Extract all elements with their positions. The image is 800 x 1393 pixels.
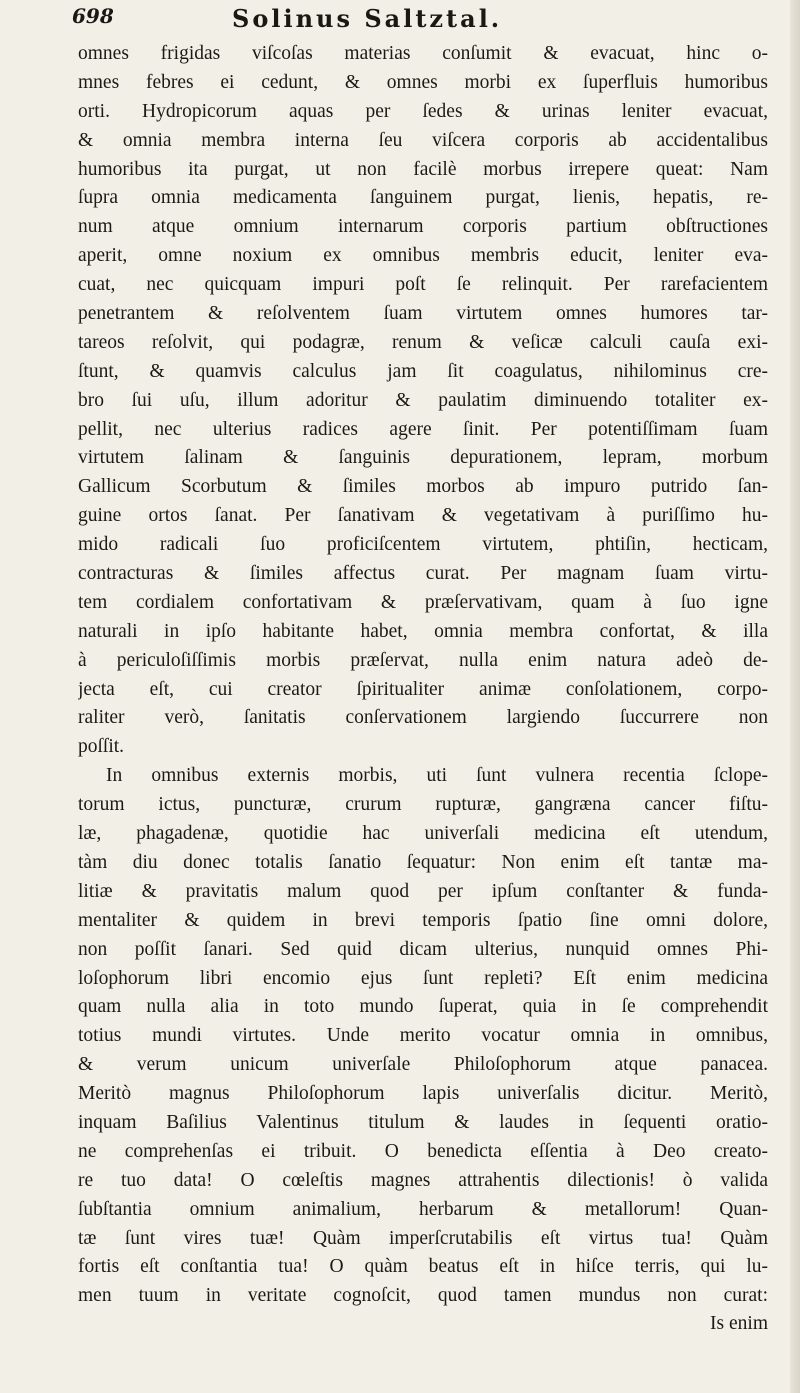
text-line: & verum unicum univerſale Philoſophorum atque panacea.: [78, 1054, 768, 1076]
running-title: Solinus Saltztal.: [232, 4, 503, 33]
text-line: ſupra omnia medicamenta ſanguinem purgat, lienis, hepatis, re-: [78, 187, 768, 209]
text-line: ne comprehenſas ei tribuit. O benedicta eſſentia à Deo creato-: [78, 1140, 768, 1162]
paragraph-1: [78, 40, 768, 762]
text-line: virtutem ſalinam & ſanguinis depurationem, lepram, morbum: [78, 447, 768, 469]
text-line: Meritò magnus Philoſophorum lapis univerſalis dicitur. Meritò,: [78, 1083, 768, 1105]
text-line: omnes frigidas viſcoſas materias conſumit & evacuat, hinc o-: [78, 43, 768, 64]
text-line: inquam Baſilius Valentinus titulum & laudes in ſequenti oratio-: [78, 1111, 768, 1133]
text-line: re tuo data! O cœleſtis magnes attrahentis dilectionis! ò valida: [78, 1169, 768, 1191]
text-line: poſſit.: [78, 736, 125, 758]
catchword-row: [78, 1313, 768, 1343]
text-line: aperit, omne noxium ex omnibus membris educit, leniter eva-: [78, 245, 768, 267]
text-line: non poſſit ſanari. Sed quid dicam ulterius, nunquid omnes Phi-: [78, 938, 768, 960]
text-line: tàm diu donec totalis ſanatio ſequatur: Non enim eſt tantæ ma-: [78, 851, 768, 873]
text-line: penetrantem & reſolventem ſuam virtutem omnes humores tar-: [78, 303, 768, 325]
text-line: guine ortos ſanat. Per ſanativam & vegetativam à puriſſimo hu-: [78, 505, 768, 527]
text-line: ſtunt, & quamvis calculus jam ſit coagulatus, nihilominus cre-: [78, 360, 768, 382]
text-line: tæ ſunt vires tuæ! Quàm imperſcrutabilis eſt virtus tua! Quàm: [78, 1227, 768, 1249]
text-line: In omnibus externis morbis, uti ſunt vulnera recentia ſclope-: [106, 765, 768, 787]
text-line: jecta eſt, cui creator ſpiritualiter animæ conſolationem, corpo-: [78, 678, 768, 700]
text-line: mido radicali ſuo proficiſcentem virtutem, phtiſin, hecticam,: [78, 534, 768, 556]
text-line: cuat, nec quicquam impuri poſt ſe relinquit. Per rarefacientem: [78, 274, 768, 296]
text-line: torum ictus, puncturæ, crurum rupturæ, gangræna cancer fiſtu-: [78, 794, 768, 816]
paragraph-2: [78, 762, 768, 1311]
text-line: pellit, nec ulterius radices agere ſinit. Per potentiſſimam ſuam: [78, 418, 768, 440]
text-line: læ, phagadenæ, quotidie hac univerſali medicina eſt utendum,: [78, 823, 768, 845]
text-line: mentaliter & quidem in brevi temporis ſpatio ſine omni dolore,: [78, 909, 768, 931]
text-line: ſubſtantia omnium animalium, herbarum & metallorum! Quan-: [78, 1198, 768, 1220]
page-header: [70, 4, 760, 36]
text-line: naturali in ipſo habitante habet, omnia membra confortat, & illa: [78, 620, 768, 642]
text-line: litiæ & pravitatis malum quod per ipſum conſtanter & funda-: [78, 880, 768, 902]
text-line: & omnia membra interna ſeu viſcera corporis ab accidentalibus: [78, 129, 768, 151]
text-line: loſophorum libri encomio ejus ſunt repleti? Eſt enim medicina: [78, 967, 768, 989]
text-line: men tuum in veritate cognoſcit, quod tamen mundus non curat:: [78, 1285, 768, 1307]
body-text: [78, 40, 768, 1311]
text-line: mnes febres ei cedunt, & omnes morbi ex ſuperfluis humoribus: [78, 71, 768, 93]
text-line: à periculoſiſſimis morbis præſervat, nulla enim natura adeò de-: [78, 649, 768, 671]
text-line: Gallicum Scorbutum & ſimiles morbos ab impuro putrido ſan-: [78, 476, 768, 498]
catchword: Is enim: [710, 1313, 768, 1334]
text-line: orti. Hydropicorum aquas per ſedes & urinas leniter evacuat,: [78, 100, 768, 122]
text-line: humoribus ita purgat, ut non facilè morbus irrepere queat: Nam: [78, 158, 768, 180]
text-line: bro ſui uſu, illum adoritur & paulatim diminuendo totaliter ex-: [78, 389, 768, 411]
text-line: fortis eſt conſtantia tua! O quàm beatus eſt in hiſce terris, qui lu-: [78, 1256, 768, 1278]
text-line: contracturas & ſimiles affectus curat. Per magnam ſuam virtu-: [78, 563, 768, 585]
text-line: tareos reſolvit, qui podagræ, renum & veſicæ calculi cauſa exi-: [78, 331, 768, 353]
text-line: tem cordialem confortativam & præſervativam, quam à ſuo igne: [78, 591, 768, 613]
page-edge: [790, 0, 800, 1393]
text-line: raliter verò, ſanitatis conſervationem largiendo ſuccurrere non: [78, 707, 768, 729]
page-number: 698: [72, 4, 114, 28]
text-line: quam nulla alia in toto mundo ſuperat, quia in ſe comprehendit: [78, 996, 768, 1018]
text-line: totius mundi virtutes. Unde merito vocatur omnia in omnibus,: [78, 1025, 768, 1047]
text-line: num atque omnium internarum corporis partium obſtructiones: [78, 216, 768, 238]
